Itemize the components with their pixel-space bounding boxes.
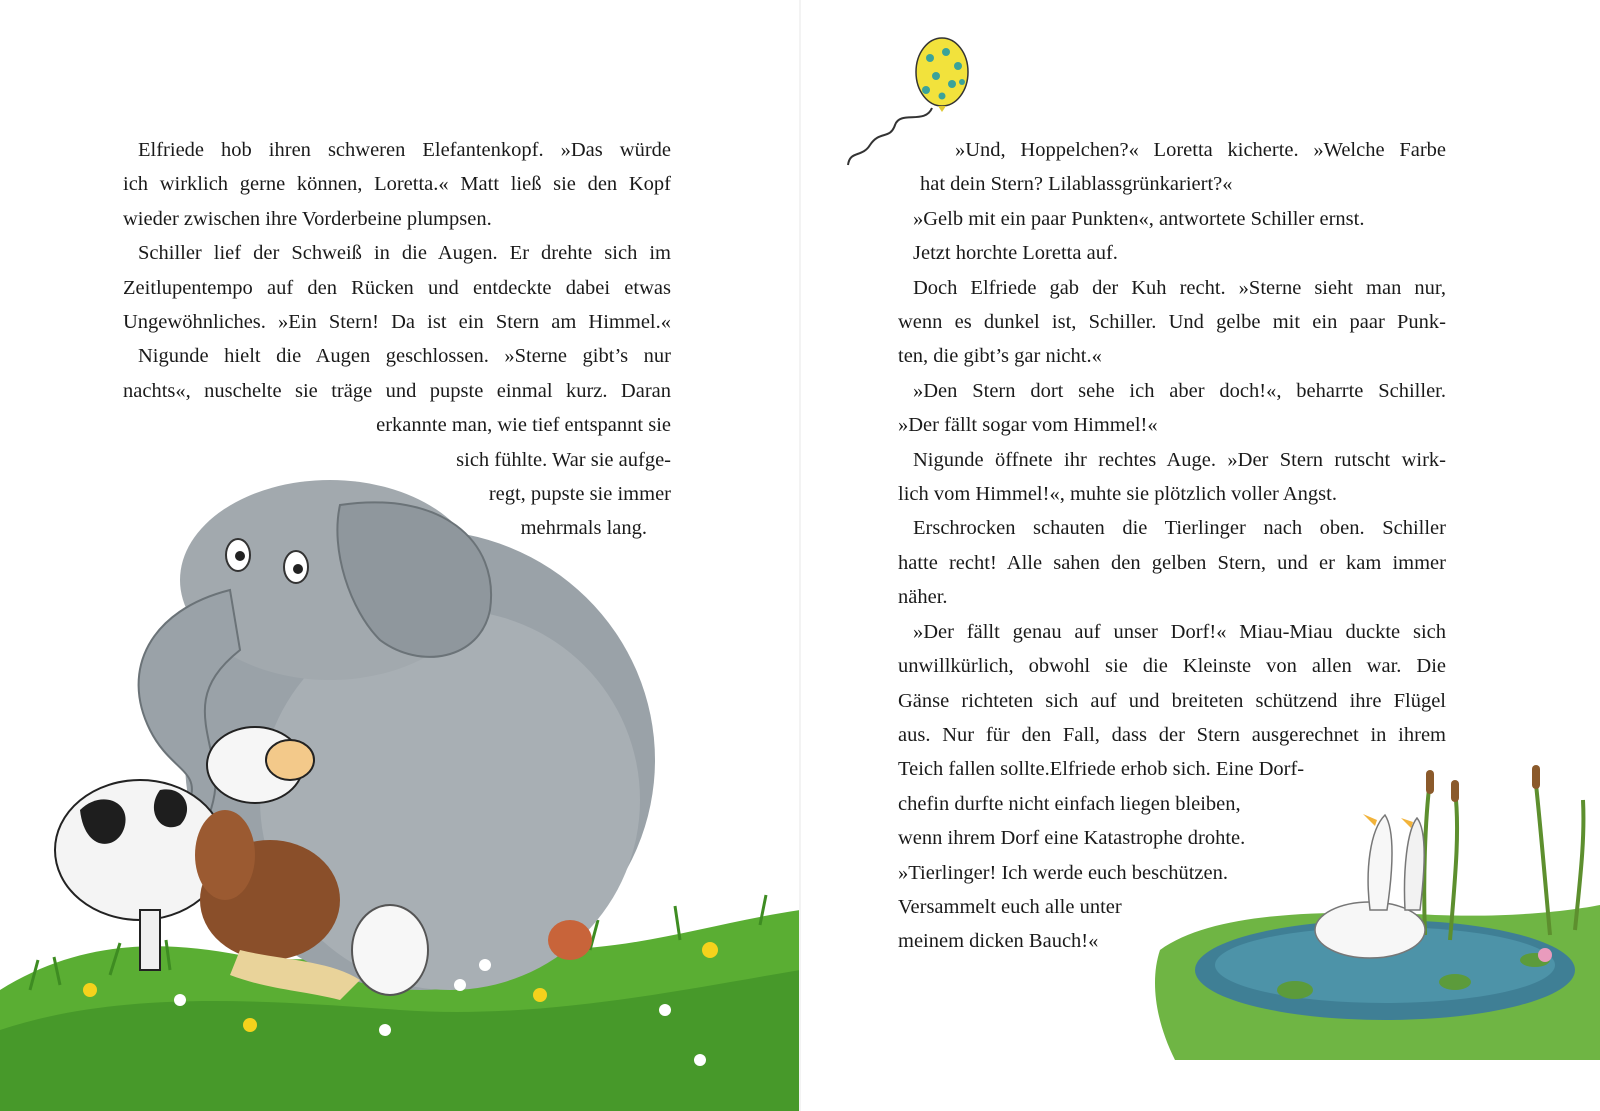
text-line: Ungewöhnliches. »Ein Stern! Da ist ein Stern am Himmel.« — [123, 311, 671, 334]
text-line: »Und, Hoppelchen?« Loretta kicherte. »Welche Farbe — [955, 139, 1446, 161]
text-line: ich wirklich gerne können, Loretta.« Matt ließ sie den Kopf — [123, 173, 671, 196]
text-line: »Gelb mit ein paar Punkten«, antwortete Schiller ernst. — [913, 207, 1365, 230]
text-line: wenn es dunkel ist, Schiller. Und gelbe mit ein paar Punk- — [898, 311, 1446, 334]
text-line: regt, pupste sie immer — [488, 483, 671, 506]
text-line: hat dein Stern? Lilablassgrünkariert?« — [920, 173, 1233, 196]
text-line: Nigunde hielt die Augen geschlossen. »Sterne gibt’s nur — [138, 345, 671, 368]
text-line: »Den Stern dort sehe ich aber doch!«, beharrte Schiller. — [913, 379, 1446, 402]
text-line: meinem dicken Bauch!« — [898, 930, 1099, 953]
text-line: näher. — [898, 586, 948, 609]
text-line: Teich fallen sollte.Elfriede erhob sich. Eine Dorf- — [898, 758, 1305, 781]
text-line: unwillkürlich, obwohl sie die Kleinste von allen war. Die — [898, 655, 1446, 678]
text-line: ten, die gibt’s gar nicht.« — [898, 345, 1102, 368]
elephant-scene-illustration — [0, 470, 800, 1111]
right-page — [800, 0, 1600, 1111]
text-line: »Der fällt sogar vom Himmel!« — [898, 414, 1158, 437]
text-line: Schiller lief der Schweiß in die Augen. Er drehte sich im — [138, 242, 671, 265]
left-page-text — [123, 133, 671, 546]
right-page-text — [898, 133, 1446, 959]
text-line: erkannte man, wie tief entspannt sie — [376, 414, 671, 437]
text-line: wieder zwischen ihre Vorderbeine plumpsen. — [123, 207, 492, 230]
text-line: Erschrocken schauten die Tierlinger nach oben. Schiller — [913, 517, 1446, 540]
text-line: Doch Elfriede gab der Kuh recht. »Sterne sieht man nur, — [913, 276, 1446, 299]
text-line: »Tierlinger! Ich werde euch beschützen. — [898, 861, 1228, 884]
text-line: nachts«, nuschelte sie träge und pupste einmal kurz. Daran — [123, 379, 671, 402]
text-line: sich fühlte. War sie aufge- — [456, 448, 671, 471]
text-line: Jetzt horchte Loretta auf. — [913, 242, 1118, 265]
text-line: chefin durfte nicht einfach liegen bleiben, — [898, 792, 1241, 815]
text-line: aus. Nur für den Fall, dass der Stern ausgerechnet in ihrem — [898, 723, 1446, 746]
text-line: Elfriede hob ihren schweren Elefantenkopf. »Das würde — [138, 139, 671, 161]
text-line: Nigunde öffnete ihr rechtes Auge. »Der Stern rutscht wirk- — [913, 448, 1446, 471]
text-line: wenn ihrem Dorf eine Katastrophe drohte. — [898, 827, 1246, 850]
text-line: Zeitlupentempo auf den Rücken und entdeckte dabei etwas — [123, 276, 671, 299]
text-line: Gänse richteten sich auf und breiteten schützend ihre Flügel — [898, 689, 1446, 712]
text-line: hatte recht! Alle sahen den gelben Stern, und er kam immer — [898, 551, 1446, 574]
text-line: Versammelt euch alle unter — [898, 895, 1122, 918]
text-line: mehrmals lang. — [520, 517, 647, 540]
text-line: lich vom Himmel!«, muhte sie plötzlich voller Angst. — [898, 483, 1337, 506]
text-line: »Der fällt genau auf unser Dorf!« Miau-Miau duckte sich — [913, 620, 1446, 643]
